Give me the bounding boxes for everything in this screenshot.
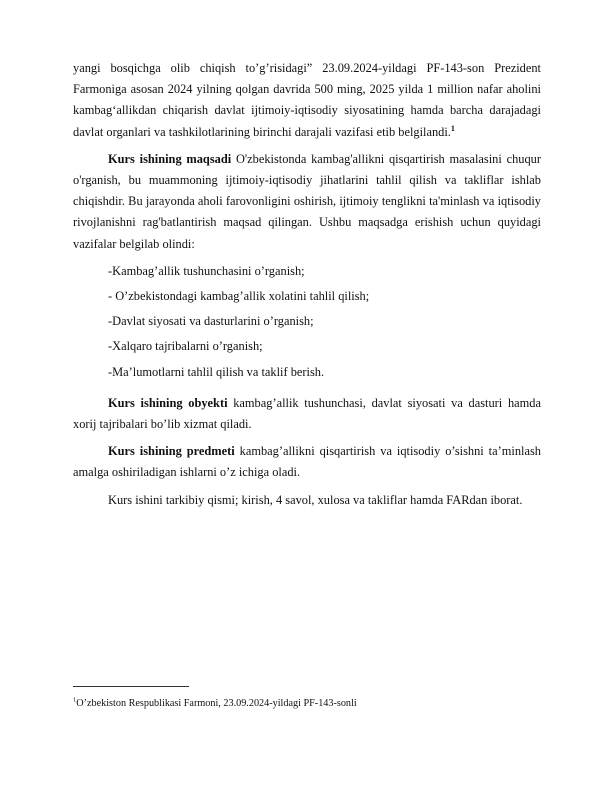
goal-text: O'zbekistonda kambag'allikni qisqartirish masalasini chuqur o'rganish, bu muammoning ijtimoiy-iqtisodiy jihatlarini tahlil qilish va takliflar ishlab chiqishdir. Bu jarayonda aholi farovonligini oshirish, ijtimoiy tenglikni ta'minlash va iqtisodiy rivojlanishni rag'batlantirish maqsad qilingan. Ushbu maqsadga erishish uchun quyidagi vazifalar belgilab olindi: <box>73 151 541 251</box>
object-label: Kurs ishining obyekti <box>108 395 228 410</box>
subject-label: Kurs ishining predmeti <box>108 444 235 459</box>
intro-paragraph <box>73 58 541 143</box>
list-item: - O’zbekistondagi kambag’allik xolatini tahlil qilish; <box>108 289 370 304</box>
footnote-reference[interactable]: 1 <box>450 123 455 133</box>
object-text: kambag’allik tushunchasi, davlat siyosati va dasturi hamda xorij tajribalari bo’lib xizmat qiladi. <box>73 395 541 432</box>
list-item: -Ma’lumotlarni tahlil qilish va taklif berish. <box>108 364 325 379</box>
structure-paragraph: Kurs ishini tarkibiy qismi; kirish, 4 savol, xulosa va takliflar hamda FARdan iborat. <box>108 492 523 507</box>
list-item: -Kambag’allik tushunchasini o’rganish; <box>108 263 305 278</box>
object-paragraph <box>73 393 541 435</box>
footnote-number: 1 <box>73 696 77 704</box>
goal-paragraph <box>73 149 541 255</box>
subject-text: kambag’allikni qisqartirish va iqtisodiy o’sishni ta’minlash amalga oshiriladigan ishlarni o’z ichiga oladi. <box>73 444 541 480</box>
subject-paragraph <box>73 441 541 483</box>
list-item: -Davlat siyosati va dasturlarini o’rganish; <box>108 314 314 329</box>
goal-label: Kurs ishining maqsadi <box>108 151 232 166</box>
footnote <box>73 697 357 710</box>
footnote-text: O’zbekiston Respublikasi Farmoni, 23.09.2024-yildagi PF-143-sonli <box>76 698 357 709</box>
document-body <box>73 58 541 511</box>
task-list <box>73 261 541 383</box>
list-item: -Xalqaro tajribalarni o’rganish; <box>108 339 263 354</box>
intro-text: yangi bosqichga olib chiqish to’g’risidagi” 23.09.2024-yildagi PF-143-son Prezident Farmoniga asosan 2024 yilning qolgan davrida 500 ming, 2025 yilda 1 million nafar aholini kambag‘allikdan chiqarish davlat ijtimoiy-iqtisodiy siyosatining hamda barcha darajadagi davlat organlari va tashkilotlarining birinchi darajali vazifasi etib belgilandi. <box>73 61 541 139</box>
footnote-divider <box>73 686 189 687</box>
